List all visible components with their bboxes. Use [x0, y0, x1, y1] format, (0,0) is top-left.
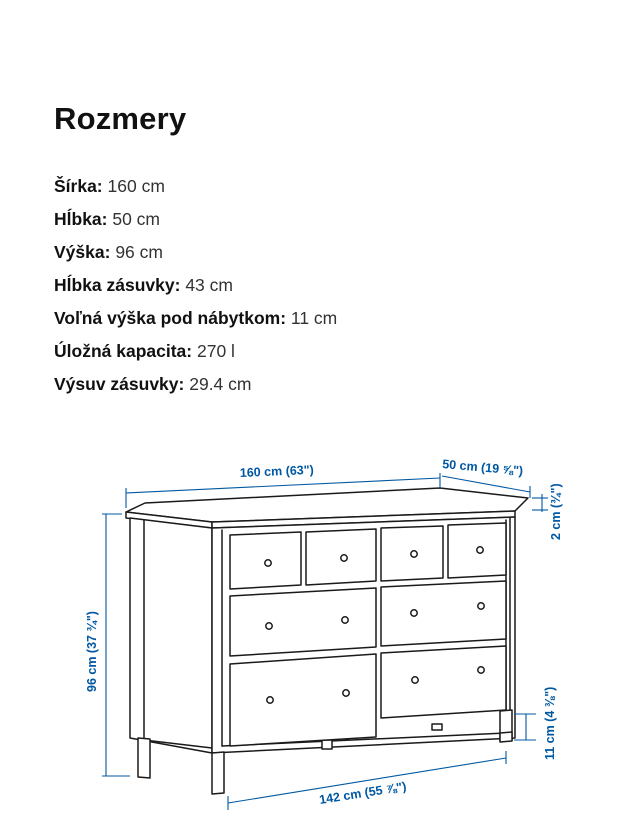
height-dimension-label: 96 cm (37 ¾"): [85, 611, 99, 692]
spec-depth: [54, 203, 337, 236]
center-foot-1: [322, 740, 332, 749]
knob-icon: [342, 617, 348, 623]
spec-capacity-label: Úložná kapacita:: [54, 341, 193, 361]
spec-drawer-depth: [54, 269, 337, 302]
center-foot-2: [432, 724, 442, 730]
knob-icon: [267, 697, 273, 703]
clearance-dimension-label: 11 cm (4 ⅜"): [543, 686, 557, 760]
spec-depth-value: 50 cm: [112, 209, 161, 229]
spec-depth-label: Hĺbka:: [54, 209, 108, 229]
knob-icon: [343, 690, 349, 696]
section-title: Rozmery: [54, 101, 187, 136]
spec-capacity-value: 270 l: [196, 341, 235, 361]
spec-drawer-extension: [54, 368, 337, 401]
spec-width-value: 160 cm: [107, 176, 165, 196]
front-right-foot: [500, 732, 512, 742]
knob-icon: [478, 667, 484, 673]
spec-height-value: 96 cm: [115, 242, 163, 262]
knob-icon: [478, 603, 484, 609]
spec-width: [54, 170, 337, 203]
dresser-side-panel: [130, 518, 212, 753]
knob-icon: [266, 623, 272, 629]
front-left-leg: [212, 752, 224, 794]
drawer-middle-right: [381, 581, 506, 646]
dresser-outline: [126, 488, 528, 794]
top-thickness-dimension-label: 2 cm (¾"): [549, 483, 563, 540]
spec-clearance-value: 11 cm: [290, 308, 338, 328]
spec-clearance-label: Voľná výška pod nábytkom:: [54, 308, 287, 328]
spec-drawer-depth-label: Hĺbka zásuvky:: [54, 275, 181, 295]
depth-dimension-label: 50 cm (19 ⅝"): [441, 457, 524, 479]
width-dimension-label: 160 cm (63"): [239, 462, 315, 480]
knob-icon: [265, 560, 271, 566]
drawer-bottom-left: [230, 654, 376, 746]
spec-height: [54, 236, 337, 269]
knob-icon: [411, 610, 417, 616]
spec-drawer-extension-label: Výsuv zásuvky:: [54, 374, 185, 394]
inner-width-dimension-label: 142 cm (55 ⅞"): [318, 779, 408, 807]
knob-icon: [341, 555, 347, 561]
spec-drawer-depth-value: 43 cm: [185, 275, 233, 295]
spec-clearance: [54, 302, 337, 335]
drawer-bottom-right: [381, 646, 506, 718]
spec-capacity: [54, 335, 337, 368]
dresser-dimension-drawing: [70, 448, 570, 828]
back-leg: [138, 738, 150, 778]
spec-width-label: Šírka:: [54, 176, 103, 196]
knob-icon: [412, 677, 418, 683]
knob-icon: [411, 551, 417, 557]
dimension-spec-list: [54, 170, 337, 401]
spec-drawer-extension-value: 29.4 cm: [189, 374, 252, 394]
drawer-middle-left: [230, 588, 376, 656]
spec-height-label: Výška:: [54, 242, 111, 262]
knob-icon: [477, 547, 483, 553]
